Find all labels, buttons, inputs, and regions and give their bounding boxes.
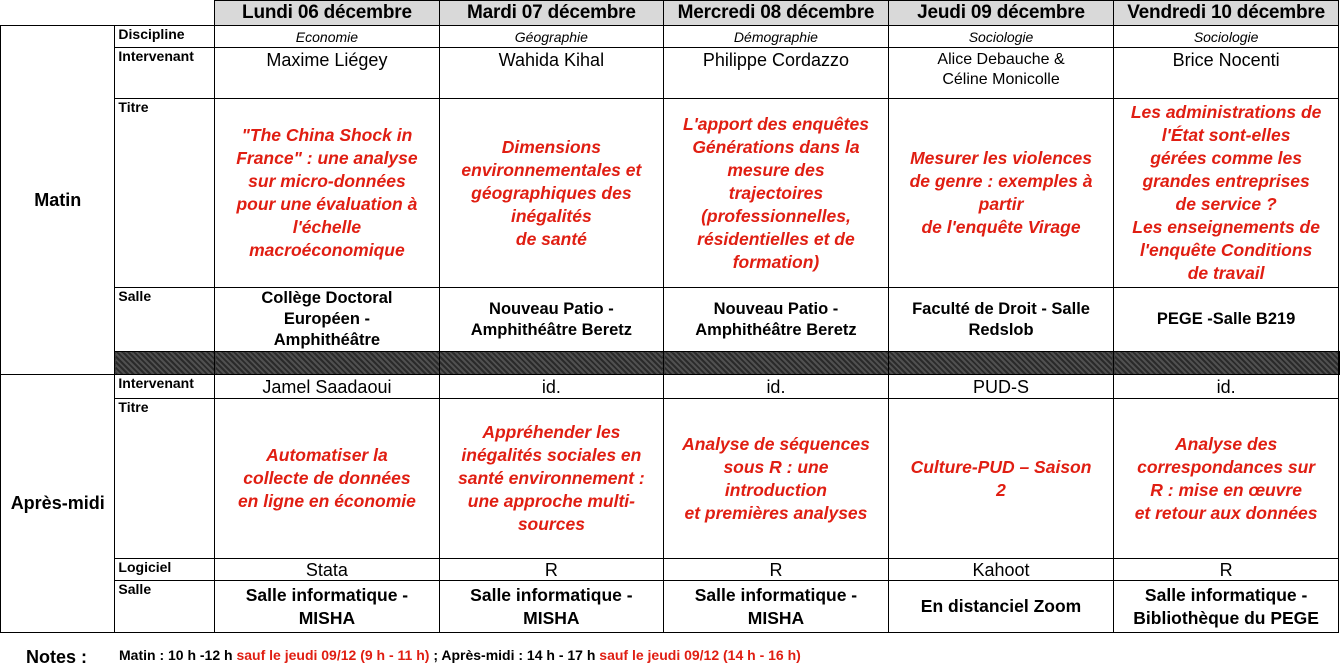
talk-title: Automatiser la collecte de données en ligne en économie	[215, 399, 439, 559]
separator-band	[1114, 352, 1339, 375]
software-cell: Stata	[215, 559, 439, 581]
speaker-cell: id.	[439, 375, 663, 399]
session-morning: Matin	[1, 26, 115, 375]
speaker-cell: Jamel Saadaoui	[215, 375, 439, 399]
room-cell: Salle informatique - MISHA	[439, 581, 663, 633]
row-label-intervenant: Intervenant	[115, 375, 215, 399]
software-cell: Kahoot	[888, 559, 1113, 581]
notes-morning-exception: sauf le jeudi 09/12 (9 h - 11 h)	[236, 647, 430, 663]
separator-band	[664, 352, 889, 375]
day-header-monday: Lundi 06 décembre	[215, 1, 439, 26]
talk-title: Analyse des correspondances sur R : mise en œuvre et retour aux données	[1114, 399, 1339, 559]
room-cell: Nouveau Patio - Amphithéâtre Beretz	[664, 288, 889, 352]
room-cell: Salle informatique - Bibliothèque du PEGE	[1114, 581, 1339, 633]
row-label-salle: Salle	[115, 288, 215, 352]
day-header-friday: Vendredi 10 décembre	[1114, 1, 1339, 26]
separator-band	[439, 352, 663, 375]
discipline-cell: Sociologie	[1114, 26, 1339, 48]
separator-band	[1339, 352, 1340, 375]
notes-afternoon-exception: sauf le jeudi 09/12 (14 h - 16 h)	[599, 647, 801, 663]
day-header-thursday: Jeudi 09 décembre	[888, 1, 1113, 26]
speaker-cell: PUD-S	[888, 375, 1113, 399]
room-cell: PEGE -Salle B219	[1114, 288, 1339, 352]
row-label-titre: Titre	[115, 99, 215, 288]
talk-title: Analyse de séquences sous R : une introduction et premières analyses	[664, 399, 889, 559]
notes-footer	[0, 641, 1340, 669]
corner-blank	[1, 1, 115, 26]
speaker-cell: id.	[664, 375, 889, 399]
talk-title: Les administrations de l'État sont-elles gérées comme les grandes entreprises de service ? Les enseignements de l'enquête Conditions de travail	[1114, 99, 1339, 288]
room-cell: Faculté de Droit - Salle Redslob	[888, 288, 1113, 352]
speaker-cell: Brice Nocenti	[1114, 48, 1339, 99]
talk-title: Culture-PUD – Saison 2	[888, 399, 1113, 559]
speaker-cell: Maxime Liégey	[215, 48, 439, 99]
speaker-cell: Alice Debauche & Céline Monicolle	[888, 48, 1113, 99]
room-cell: Salle informatique - MISHA	[215, 581, 439, 633]
talk-title: Appréhender les inégalités sociales en santé environnement : une approche multi- sources	[439, 399, 663, 559]
notes-afternoon-hours: ; Après-midi : 14 h - 17 h	[429, 647, 600, 663]
row-label-intervenant: Intervenant	[115, 48, 215, 99]
software-cell: R	[664, 559, 889, 581]
row-label-titre: Titre	[115, 399, 215, 559]
room-cell: En distanciel Zoom	[888, 581, 1113, 633]
discipline-cell: Géographie	[439, 26, 663, 48]
separator-band	[215, 352, 439, 375]
talk-title: L'apport des enquêtes Générations dans la mesure des trajectoires (professionnelles, résidentielles et de formation)	[664, 99, 889, 288]
software-cell: R	[1114, 559, 1339, 581]
separator-band	[888, 352, 1113, 375]
discipline-cell: Economie	[215, 26, 439, 48]
talk-title: Dimensions environnementales et géographiques des inégalités de santé	[439, 99, 663, 288]
row-label-logiciel: Logiciel	[115, 559, 215, 581]
speaker-cell: id.	[1114, 375, 1339, 399]
session-afternoon: Après-midi	[1, 375, 115, 633]
notes-morning-hours: Matin : 10 h -12 h	[119, 647, 237, 663]
day-header-tuesday: Mardi 07 décembre	[439, 1, 663, 26]
row-label-discipline: Discipline	[115, 26, 215, 48]
corner-blank	[115, 1, 215, 26]
talk-title: Mesurer les violences de genre : exemples à partir de l'enquête Virage	[888, 99, 1113, 288]
room-cell: Collège Doctoral Européen - Amphithéâtre	[215, 288, 439, 352]
speaker-cell: Wahida Kihal	[439, 48, 663, 99]
software-cell: R	[439, 559, 663, 581]
row-label-salle: Salle	[115, 581, 215, 633]
separator-band	[115, 352, 215, 375]
discipline-cell: Sociologie	[888, 26, 1113, 48]
talk-title: "The China Shock in France" : une analyse sur micro-données pour une évaluation à l'échelle macroéconomique	[215, 99, 439, 288]
day-header-wednesday: Mercredi 08 décembre	[664, 1, 889, 26]
room-cell: Nouveau Patio - Amphithéâtre Beretz	[439, 288, 663, 352]
notes-text	[119, 647, 801, 663]
discipline-cell: Démographie	[664, 26, 889, 48]
notes-label: Notes :	[26, 647, 88, 667]
room-cell: Salle informatique - MISHA	[664, 581, 889, 633]
speaker-cell: Philippe Cordazzo	[664, 48, 889, 99]
